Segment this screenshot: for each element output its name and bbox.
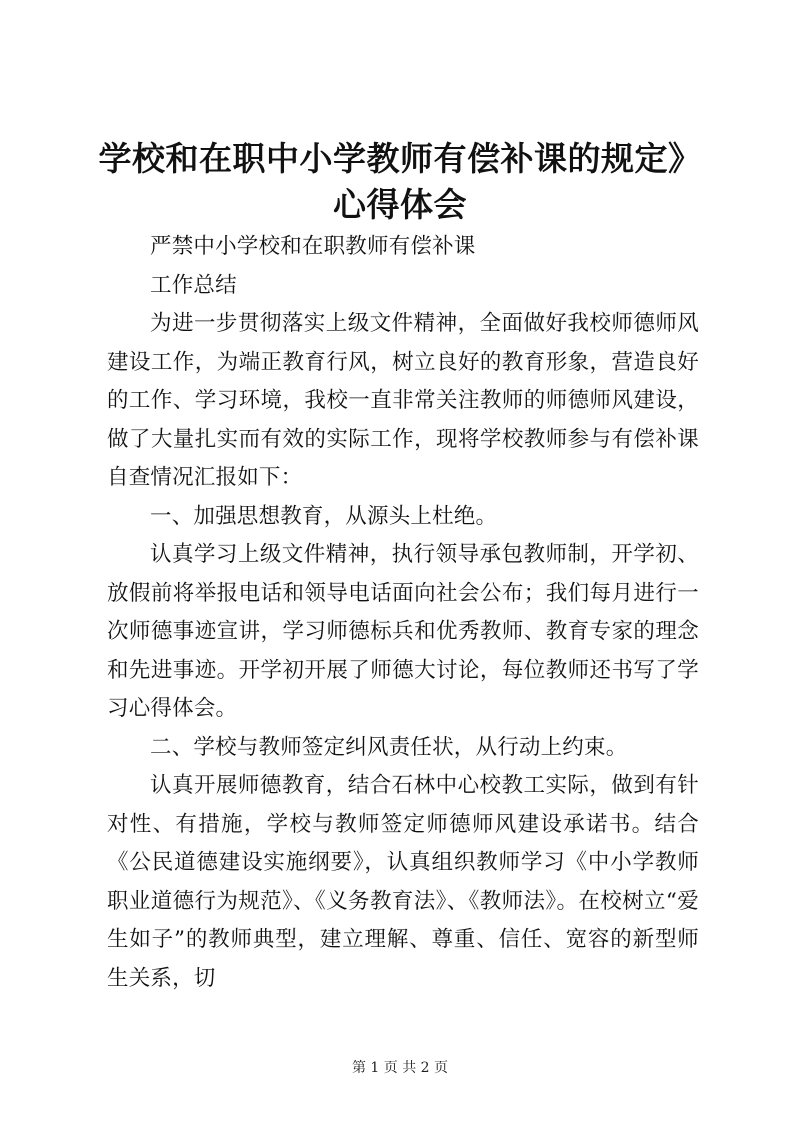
paragraph-subtitle: 严禁中小学校和在职教师有偿补课 [150, 234, 476, 259]
paragraph-section-1: 认真学习上级文件精神，执行领导承包教师制，开学初、放假前将举报电话和领导电话面向社会公布；我们每月进行一次师德事迹宣讲，学习师德标兵和优秀教师、教育专家的理念和先进事迹。开学初开展了师德大讨论，每位教师还书写了学习心得体会。 [107, 542, 699, 721]
paragraph-work-summary: 工作总结 [150, 272, 237, 298]
document-title: 学校和在职中小学教师有偿补课的规定》心得体会 [98, 139, 702, 224]
paragraph-section-2: 认真开展师德教育，结合石林中心校教工实际，做到有针对性、有措施，学校与教师签定师德师风建设承诺书。结合《公民道德建设实施纲要》，认真组织教师学习《中小学教师职业道德行为规范》、《义务教育法》、《教师法》。在校树立“爱生如子”的教师典型，建立理解、尊重、信任、宽容的新型师生关系，切 [107, 773, 699, 991]
document-body [107, 228, 699, 998]
section-heading-2: 二、学校与教师签定纠风责任状，从行动上约束。 [150, 734, 628, 760]
paragraph-intro: 为进一步贯彻落实上级文件精神，全面做好我校师德师风建设工作，为端正教育行风，树立良好的教育形象，营造良好的工作、学习环境，我校一直非常关注教师的师德师风建设，做了大量扎实而有效的实际工作，现将学校教师参与有偿补课自查情况汇报如下： [107, 311, 699, 490]
page-number-footer: 第 1 页 共 2 页 [351, 1060, 449, 1076]
section-heading-1: 一、加强思想教育，从源头上杜绝。 [150, 503, 498, 529]
